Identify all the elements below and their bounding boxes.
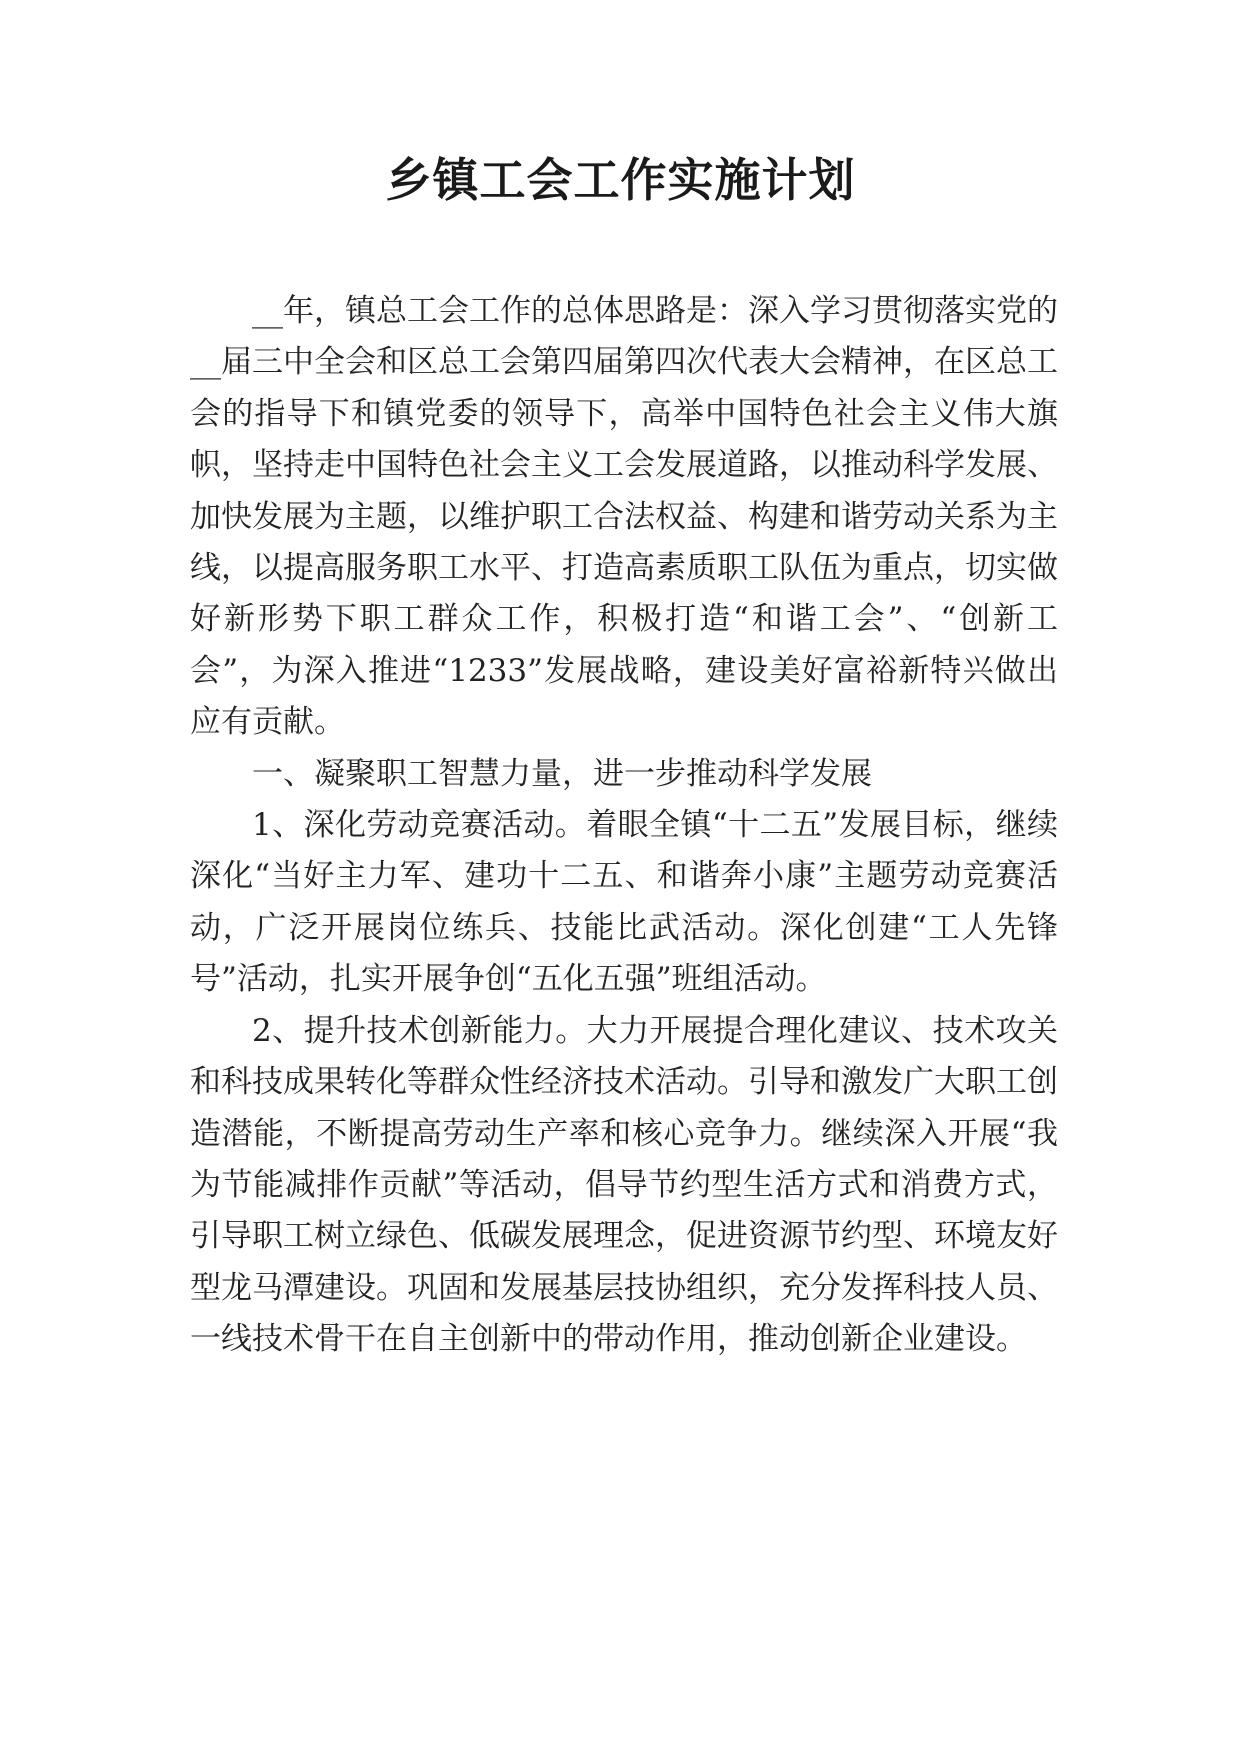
body-paragraph: 1、深化劳动竞赛活动。着眼全镇“十二五”发展目标，继续深化“当好主力军、建功十二五、和谐奔小康”主题劳动竞赛活动，广泛开展岗位练兵、技能比武活动。深化创建“工人先锋号”活动，扎实开展争创“五化五强”班组活动。 — [190, 807, 1058, 998]
section-heading: 一、凝聚职工智慧力量，进一步推动科学发展 — [252, 755, 872, 792]
document-title: 乡镇工会工作实施计划 — [385, 153, 856, 207]
intro-paragraph: __年，镇总工会工作的总体思路是：深入学习贯彻落实党的__届三中全会和区总工会第四届第四次代表大会精神，在区总工会的指导下和镇党委的领导下，高举中国特色社会主义伟大旗帜，坚持走中国特色社会主义工会发展道路，以推动科学发展、加快发展为主题，以维护职工合法权益、构建和谐劳动关系为主线，以提高服务职工水平、打造高素质职工队伍为重点，切实做好新形势下职工群众工作，积极打造“和谐工会”、“创新工会”，为深入推进“1233”发展战略，建设美好富裕新特兴做出应有贡献。 — [190, 293, 1058, 741]
document-body — [190, 286, 1058, 1366]
body-paragraph: 2、提升技术创新能力。大力开展提合理化建议、技术攻关和科技成果转化等群众性经济技术活动。引导和激发广大职工创造潜能，不断提高劳动生产率和核心竞争力。继续深入开展“我为节能减排作贡献”等活动，倡导节约型生活方式和消费方式，引导职工树立绿色、低碳发展理念，促进资源节约型、环境友好型龙马潭建设。巩固和发展基层技协组织，充分发挥科技人员、一线技术骨干在自主创新中的带动作用，推动创新企业建设。 — [190, 1012, 1058, 1358]
